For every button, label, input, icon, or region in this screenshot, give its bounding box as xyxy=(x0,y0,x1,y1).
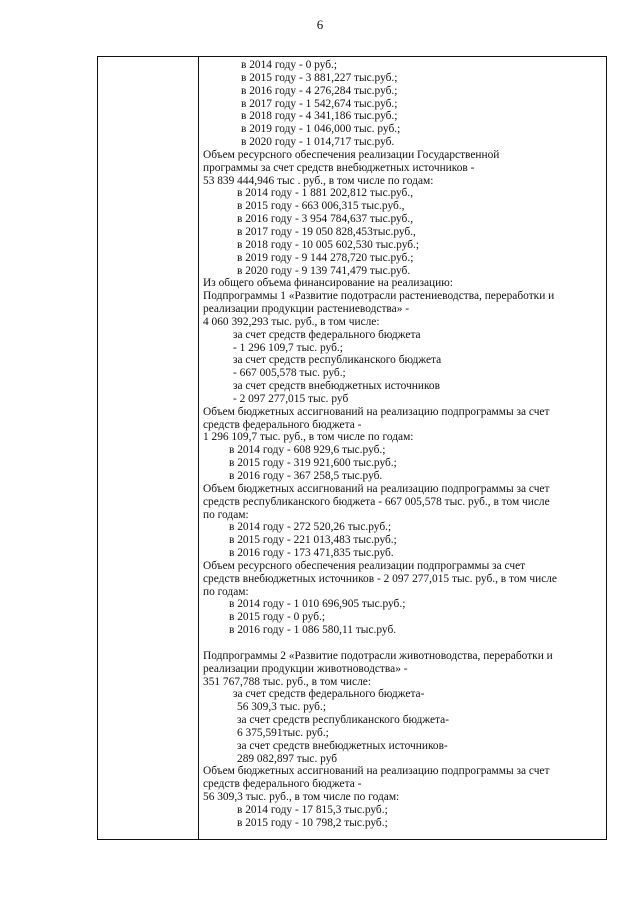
text-line: 6 375,591тыс. руб.; xyxy=(237,726,329,739)
text-line: в 2014 году - 1 010 696,905 тыс.руб.; xyxy=(229,598,406,611)
text-line: в 2015 году - 3 881,227 тыс.руб.; xyxy=(241,71,398,84)
text-line: в 2016 году - 367 258,5 тыс.руб. xyxy=(229,470,383,482)
text-line: за счет средств внебюджетных источников- xyxy=(237,739,448,752)
text-line: в 2017 году - 1 542,674 тыс.руб.; xyxy=(241,97,398,110)
text-line: 351 767,788 тыс. руб., в том числе: xyxy=(203,675,371,688)
text-line: по годам: xyxy=(203,508,249,521)
text-line: 53 839 444,946 тыс . руб., в том числе по годам: xyxy=(203,174,434,187)
text-line: в 2015 году - 663 006,315 тыс.руб., xyxy=(237,200,405,213)
text-line: Объем ресурсного обеспечения реализации подпрограммы за счет xyxy=(203,559,526,572)
text-line: средств республиканского бюджета - 667 005,578 тыс. руб., в том числе xyxy=(203,495,550,508)
text-line: за счет средств внебюджетных источников xyxy=(233,380,440,393)
text-line: в 2014 году - 608 929,6 тыс.руб.; xyxy=(229,444,386,457)
text-line: за счет средств федерального бюджета- xyxy=(233,688,425,701)
text-line: программы за счет средств внебюджетных источников - xyxy=(203,161,475,174)
text-line: Объем ресурсного обеспечения реализации Государственной xyxy=(203,148,500,161)
text-line: реализации продукции животноводства» - xyxy=(203,662,408,675)
text-line: за счет средств республиканского бюджета- xyxy=(237,714,449,727)
text-line: в 2015 году - 221 013,483 тыс.руб.; xyxy=(229,534,397,547)
text-line: в 2016 году - 3 954 784,637 тыс.руб., xyxy=(237,213,414,226)
text-line: в 2015 году - 319 921,600 тыс.руб.; xyxy=(229,457,397,470)
text-line: 4 060 392,293 тыс. руб., в том числе: xyxy=(203,315,380,328)
text-line: средств внебюджетных источников - 2 097 277,015 тыс. руб., в том числе xyxy=(203,572,557,585)
text-line: Подпрограммы 2 «Развитие подотрасли животноводства, переработки и xyxy=(203,649,553,662)
text-line: в 2016 году - 1 086 580,11 тыс.руб. xyxy=(229,624,397,637)
text-line: - 1 296 109,7 тыс. руб.; xyxy=(233,341,343,354)
text-line: Объем бюджетных ассигнований на реализацию подпрограммы за счет xyxy=(203,405,550,418)
text-line: за счет средств республиканского бюджета xyxy=(233,354,442,367)
table-right-cell xyxy=(203,59,605,830)
text-line: в 2019 году - 9 144 278,720 тыс.руб.; xyxy=(237,251,414,264)
text-line: в 2014 году - 0 руб.; xyxy=(241,59,338,71)
text-line: в 2016 году - 173 471,835 тыс.руб. xyxy=(229,547,394,560)
text-line: 56 309,3 тыс. руб.; xyxy=(237,701,326,714)
blank-line xyxy=(203,637,605,650)
table-column-divider xyxy=(198,57,199,839)
text-line: 56 309,3 тыс. руб., в том числе по годам: xyxy=(203,791,400,804)
document-table xyxy=(97,56,607,840)
text-line: в 2015 году - 10 798,2 тыс.руб.; xyxy=(237,816,388,829)
text-line: Объем бюджетных ассигнований на реализацию подпрограммы за счет xyxy=(203,765,550,778)
text-line: в 2015 году - 0 руб.; xyxy=(229,611,326,624)
text-line: в 2018 году - 10 005 602,530 тыс.руб.; xyxy=(237,238,420,251)
text-line: в 2020 году - 1 014,717 тыс.руб. xyxy=(241,136,395,149)
text-line: Объем бюджетных ассигнований на реализацию подпрограммы за счет xyxy=(203,482,550,495)
text-line: в 2014 году - 1 881 202,812 тыс.руб., xyxy=(237,187,414,200)
text-line: в 2017 году - 19 050 828,453тыс.руб., xyxy=(237,225,416,238)
text-line: реализации продукции растениеводства» - xyxy=(203,303,410,316)
text-line: Подпрограммы 1 «Развитие подотрасли растениеводства, переработки и xyxy=(203,290,555,303)
text-line: в 2020 году - 9 139 741,479 тыс.руб. xyxy=(237,264,411,277)
text-line: 289 082,897 тыс. руб xyxy=(237,752,338,765)
text-line: - 667 005,578 тыс. руб.; xyxy=(233,367,346,380)
text-line: - 2 097 277,015 тыс. руб xyxy=(233,392,349,405)
text-line: 1 296 109,7 тыс. руб., в том числе по годам: xyxy=(203,431,414,444)
text-line: средств федерального бюджета - xyxy=(203,778,362,791)
text-line: за счет средств федерального бюджета xyxy=(233,328,421,341)
page-number: 6 xyxy=(316,17,324,32)
text-line: в 2019 году - 1 046,000 тыс. руб.; xyxy=(241,123,401,136)
text-line: Из общего объема финансирование на реализацию: xyxy=(203,277,453,290)
text-line: в 2014 году - 272 520,26 тыс.руб.; xyxy=(229,521,392,534)
text-line: в 2018 году - 4 341,186 тыс.руб.; xyxy=(241,110,398,123)
text-line: средств федерального бюджета - xyxy=(203,418,362,431)
text-line: по годам: xyxy=(203,585,249,598)
text-line: в 2016 году - 4 276,284 тыс.руб.; xyxy=(241,84,398,97)
text-line: в 2014 году - 17 815,3 тыс.руб.; xyxy=(237,803,388,816)
